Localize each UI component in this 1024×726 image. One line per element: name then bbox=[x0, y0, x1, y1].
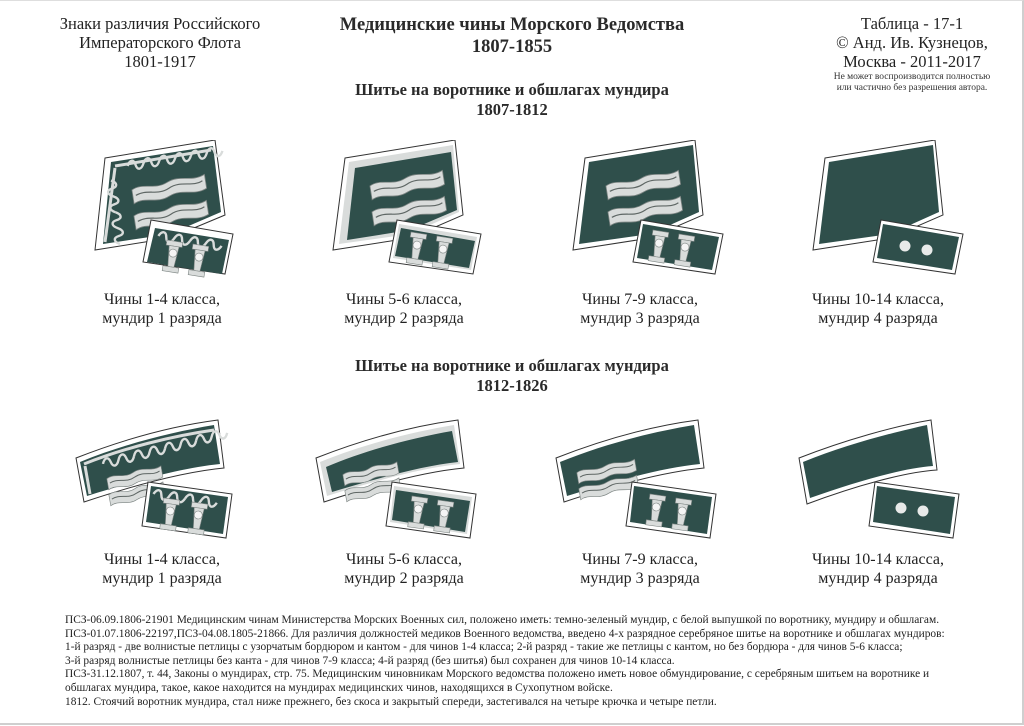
section-2-years: 1812-1826 bbox=[476, 376, 548, 395]
series-title-line1: Знаки различия Российского bbox=[59, 14, 261, 33]
page-title-years: 1807-1855 bbox=[471, 37, 553, 57]
footnote-line: ПСЗ-31.12.1807, т. 44, Законы о мундирах, стр. 75. Медицинским чиновникам Морского ведомства положено иметь новое обмундирование, с серебряным шитьем на воротнике и bbox=[65, 668, 930, 681]
caption-uniform: мундир 3 разряда bbox=[580, 570, 700, 587]
caption-rank: Чины 5-6 класса, bbox=[346, 291, 462, 308]
caption-rank: Чины 10-14 класса, bbox=[812, 291, 944, 308]
caption-1812-class-7-9 bbox=[530, 550, 750, 588]
table-info bbox=[806, 14, 1018, 94]
insignia-1807-class-5-6 bbox=[315, 140, 525, 280]
caption-rank: Чины 7-9 класса, bbox=[582, 551, 698, 568]
footnote-line: 1812. Стоячий воротник мундира, стал ниже прежнего, без скоса и закрытый спереди, застегивался на четыре крючка и четыре петли. bbox=[65, 695, 717, 708]
caption-rank: Чины 1-4 класса, bbox=[104, 291, 220, 308]
copyright-note-line1: Не может воспроизводится полностью bbox=[833, 72, 991, 82]
caption-1812-class-5-6 bbox=[294, 550, 514, 588]
caption-uniform: мундир 4 разряда bbox=[818, 570, 938, 587]
caption-1807-class-1-4 bbox=[52, 290, 272, 328]
insignia-1812-class-1-4 bbox=[72, 410, 282, 550]
copyright-place: Москва - 2011-2017 bbox=[843, 52, 981, 71]
caption-uniform: мундир 2 разряда bbox=[344, 310, 464, 327]
series-title-line2: Императорского Флота bbox=[79, 33, 241, 52]
insignia-1812-class-7-9 bbox=[552, 410, 762, 550]
table-number: Таблица - 17-1 bbox=[860, 14, 964, 33]
caption-uniform: мундир 2 разряда bbox=[344, 570, 464, 587]
series-years: 1801-1917 bbox=[124, 52, 196, 71]
insignia-1812-class-5-6 bbox=[312, 410, 522, 550]
section-2-title: Шитье на воротнике и обшлагах мундира bbox=[355, 356, 669, 375]
footnote-line: ПСЗ-06.09.1806-21901 Медицинским чинам Министерства Морских Военных сил, положено иметь: темно-зеленый мундир, с белой выпушкой по воротнику, мундиру и обшлагам. bbox=[65, 614, 940, 626]
caption-1807-class-10-14 bbox=[768, 290, 988, 328]
insignia-1812-class-10-14 bbox=[795, 410, 1005, 550]
footnotes bbox=[65, 614, 1005, 709]
footnote-line: 1-й разряд - две волнистые петлицы с узорчатым бордюром и кантом - для чинов 1-4 класса; 2-й разряд - такие же петлицы с кантом, но без бордюра - для чинов 5-6 класса; bbox=[65, 641, 903, 654]
caption-uniform: мундир 1 разряда bbox=[102, 310, 222, 327]
section-title-1812-1826 bbox=[312, 356, 712, 396]
caption-uniform: мундир 1 разряда bbox=[102, 570, 222, 587]
caption-rank: Чины 10-14 класса, bbox=[812, 551, 944, 568]
copyright-author: © Анд. Ив. Кузнецов, bbox=[836, 33, 988, 52]
caption-uniform: мундир 4 разряда bbox=[818, 310, 938, 327]
caption-uniform: мундир 3 разряда bbox=[580, 310, 700, 327]
page-title-text: Медицинские чины Морского Ведомства bbox=[339, 15, 685, 35]
insignia-1807-class-1-4 bbox=[75, 140, 285, 280]
section-1-title: Шитье на воротнике и обшлагах мундира bbox=[355, 80, 669, 99]
caption-1812-class-1-4 bbox=[52, 550, 272, 588]
page-title bbox=[320, 14, 704, 58]
caption-rank: Чины 5-6 класса, bbox=[346, 551, 462, 568]
footnote-line: обшлагах мундира, такое, какое находится на мундирах медицинских чинов, находящихся в Сухопутном войске. bbox=[65, 681, 613, 694]
caption-1807-class-7-9 bbox=[530, 290, 750, 328]
copyright-note-line2: или частично без разрешения автора. bbox=[836, 83, 988, 93]
copyright-note bbox=[806, 72, 1018, 94]
caption-1807-class-5-6 bbox=[294, 290, 514, 328]
caption-rank: Чины 1-4 класса, bbox=[104, 551, 220, 568]
footnote-line: 3-й разряд волнистые петлицы без канта - для чинов 7-9 класса; 4-й разряд (без шитья) был сохранен для чинов 10-14 класса. bbox=[65, 654, 675, 667]
caption-1812-class-10-14 bbox=[768, 550, 988, 588]
series-title bbox=[10, 14, 310, 71]
footnote-line: ПСЗ-01.07.1806-22197,ПСЗ-04.08.1805-21866. Для различия должностей медиков Военного ведомства, введено 4-х разрядное серебряное шитье на воротнике и обшлагах мундиров: bbox=[65, 627, 945, 640]
section-1-years: 1807-1812 bbox=[476, 100, 548, 119]
section-title-1807-1812 bbox=[312, 80, 712, 120]
insignia-1807-class-10-14 bbox=[795, 140, 1005, 280]
insignia-1807-class-7-9 bbox=[555, 140, 765, 280]
caption-rank: Чины 7-9 класса, bbox=[582, 291, 698, 308]
